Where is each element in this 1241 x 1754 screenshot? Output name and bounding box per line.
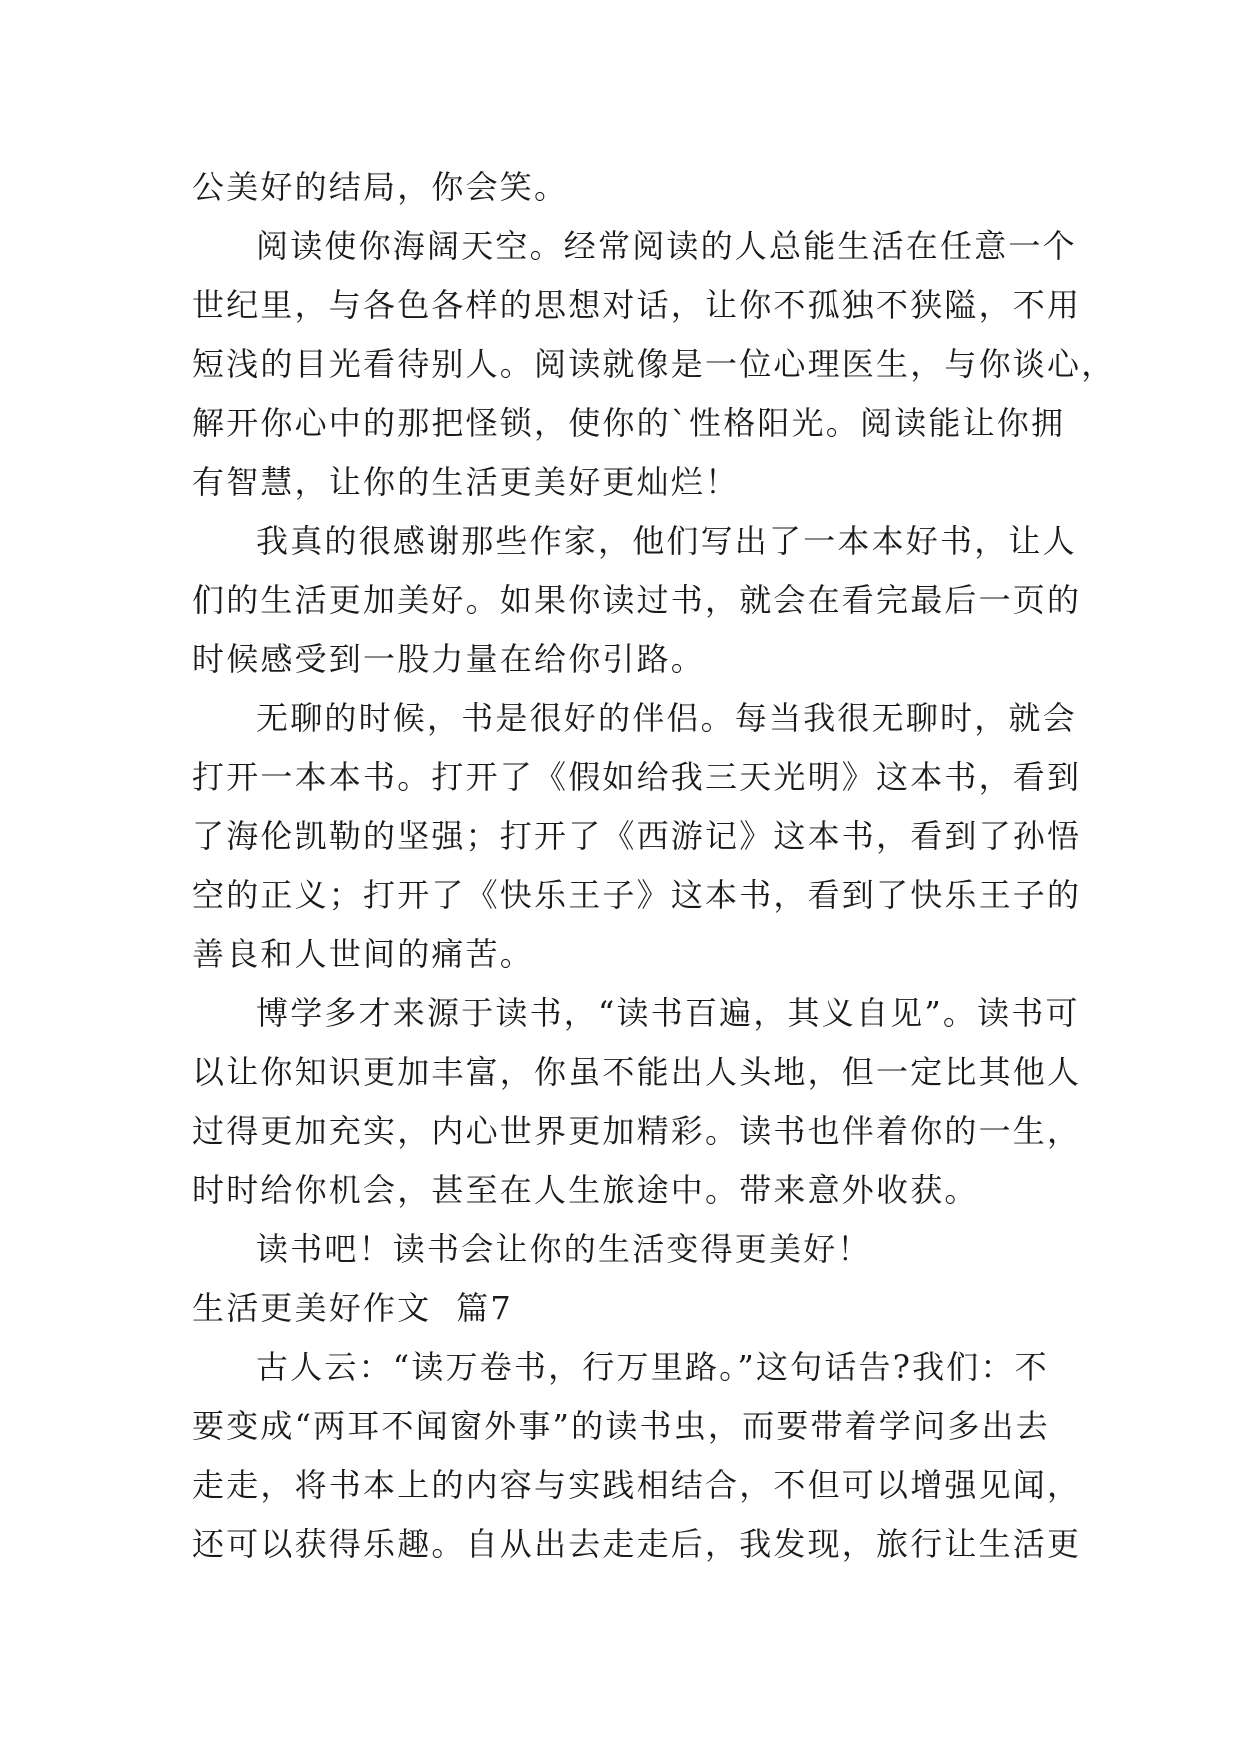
text-line: 世纪里，与各色各样的思想对话，让你不孤独不狭隘，不用	[192, 286, 1082, 324]
paragraph-thank-writers	[192, 512, 1082, 689]
paragraph-books-companion	[192, 689, 1082, 984]
text-line: 打开一本本书。打开了《假如给我三天光明》这本书，看到	[192, 758, 1082, 796]
text-line: 有智慧，让你的生活更美好更灿烂！	[192, 463, 740, 501]
text-line: 古人云：“读万卷书，行万里路。”这句话告?我们：不	[256, 1348, 1049, 1386]
text-line: 了海伦凯勒的坚强；打开了《西游记》这本书，看到了孙悟	[192, 817, 1082, 855]
text-line: 时时给你机会，甚至在人生旅途中。带来意外收获。	[192, 1171, 979, 1209]
text-line: 们的生活更加美好。如果你读过书，就会在看完最后一页的	[192, 581, 1082, 619]
paragraph-reading-horizon	[192, 217, 1116, 512]
text-line: 空的正义；打开了《快乐王子》这本书，看到了快乐王子的	[192, 876, 1082, 914]
text-line: 以让你知识更加丰富，你虽不能出人头地，但一定比其他人	[192, 1053, 1082, 1091]
text-line: 还可以获得乐趣。自从出去走走后，我发现，旅行让生活更	[192, 1525, 1082, 1563]
text-line: 博学多才来源于读书，“读书百遍，其义自见”。读书可	[256, 994, 1080, 1032]
paragraph-ending	[192, 158, 1062, 217]
text-line: 时候感受到一股力量在给你引路。	[192, 640, 706, 678]
text-line: 阅读使你海阔天空。经常阅读的人总能生活在任意一个	[256, 227, 1077, 265]
text-line: 读书吧！读书会让你的生活变得更美好！	[256, 1230, 872, 1268]
paragraph-knowledge	[192, 984, 1082, 1220]
text-line: 我真的很感谢那些作家，他们写出了一本本好书，让人	[256, 522, 1077, 560]
paragraph-conclusion	[192, 1220, 1062, 1279]
paragraph-travel	[192, 1338, 1082, 1574]
text-line: 过得更加充实，内心世界更加精彩。读书也伴着你的一生，	[192, 1112, 1082, 1150]
essay-heading: 生活更美好作文 篇7	[192, 1289, 513, 1327]
document-body	[192, 158, 1116, 1574]
text-line: 走走，将书本上的内容与实践相结合，不但可以增强见闻，	[192, 1466, 1082, 1504]
text-line: 要变成“两耳不闻窗外事”的读书虫，而要带着学问多出去	[192, 1407, 1050, 1445]
text-line: 无聊的时候，书是很好的伴侣。每当我很无聊时，就会	[256, 699, 1077, 737]
text-line: 善良和人世间的痛苦。	[192, 935, 535, 973]
text-line: 解开你心中的那把怪锁，使你的`性格阳光。阅读能让你拥	[192, 404, 1066, 442]
text-line: 短浅的目光看待别人。阅读就像是一位心理医生，与你谈心，	[192, 345, 1116, 383]
text-line: 公美好的结局，你会笑。	[192, 168, 569, 206]
